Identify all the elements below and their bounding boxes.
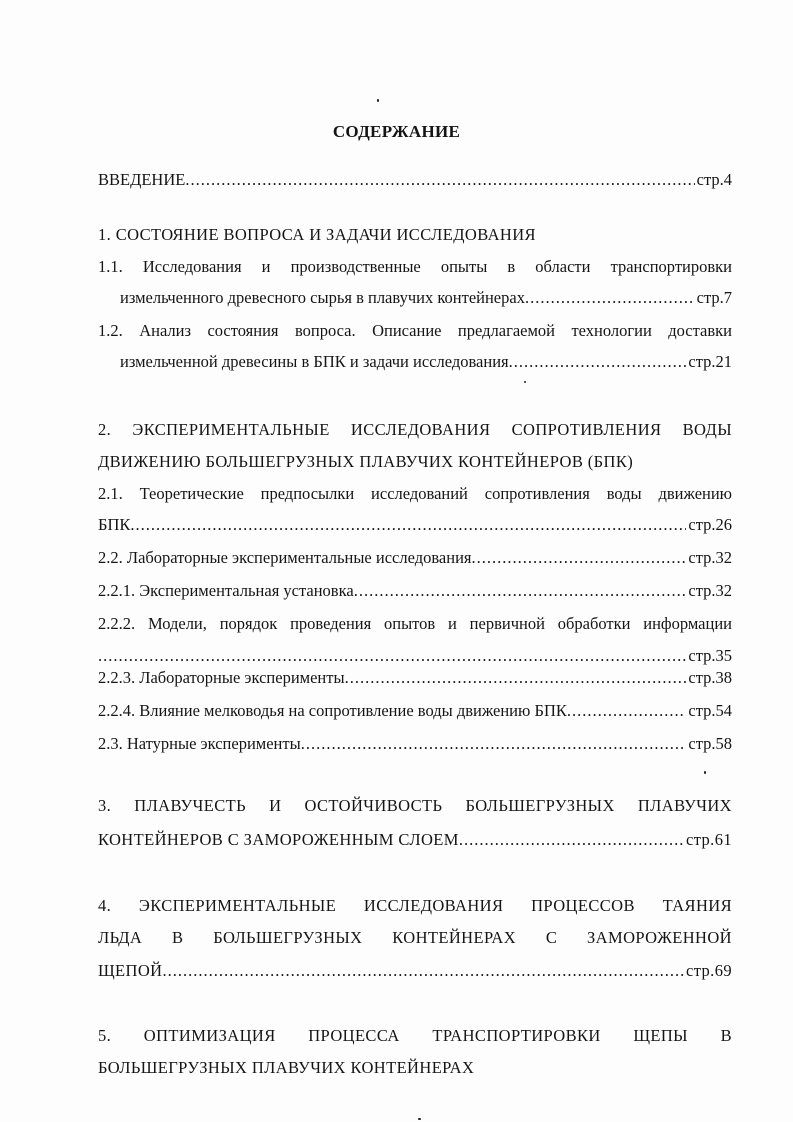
- dot-leader: [98, 645, 686, 667]
- dot-leader: [301, 733, 687, 755]
- toc-page-number: стр.32: [688, 581, 732, 600]
- toc-page-number: стр.21: [688, 352, 732, 371]
- toc-entry-2-1[interactable]: [98, 514, 732, 536]
- dot-leader: [567, 700, 687, 722]
- toc-entry-text: 2.2.3. Лабораторные эксперименты: [98, 668, 345, 687]
- scan-speck: [377, 99, 379, 102]
- chapter-3-heading-line1[interactable]: 3. ПЛАВУЧЕСТЬ И ОСТОЙЧИВОСТЬ БОЛЬШЕГРУЗНЫХ ПЛАВУЧИХ: [98, 796, 732, 815]
- dot-leader: [525, 287, 695, 309]
- toc-entry-1-2[interactable]: [120, 351, 732, 373]
- toc-entry-text: ЩЕПОЙ: [98, 961, 163, 980]
- scan-speck: [524, 381, 526, 383]
- toc-entry-1-1-line1[interactable]: 1.1. Исследования и производственные опыты в области транспортировки: [98, 257, 732, 276]
- toc-entry-text: 2.2.4. Влияние мелководья на сопротивление воды движению БПК: [98, 701, 567, 720]
- dot-leader: [472, 547, 687, 569]
- dot-leader: [459, 829, 684, 851]
- toc-entry-2-2-2[interactable]: [98, 645, 732, 667]
- chapter-4-heading-line2[interactable]: ЛЬДА В БОЛЬШЕГРУЗНЫХ КОНТЕЙНЕРАХ С ЗАМОРОЖЕННОЙ: [98, 928, 732, 947]
- toc-entry-2-2-3[interactable]: [98, 667, 732, 689]
- toc-entry-text: измельченной древесины в БПК и задачи исследования: [120, 352, 509, 371]
- toc-page-number: стр.69: [685, 961, 732, 980]
- toc-entry-text: 2.2. Лабораторные экспериментальные исследования: [98, 548, 472, 567]
- toc-entry-2-3[interactable]: [98, 733, 732, 755]
- toc-page-number: стр.54: [688, 701, 732, 720]
- toc-entry-1-2-line1[interactable]: 1.2. Анализ состояния вопроса. Описание предлагаемой технологии доставки: [98, 321, 732, 340]
- toc-entry-2-1-line1[interactable]: 2.1. Теоретические предпосылки исследований сопротивления воды движению: [98, 484, 732, 503]
- toc-entry-2-2-4[interactable]: [98, 700, 732, 722]
- scan-speck: [418, 1118, 421, 1120]
- toc-entry-text: 2.2.1. Экспериментальная установка: [98, 581, 354, 600]
- page-title: СОДЕРЖАНИЕ: [332, 122, 461, 141]
- chapter-1-heading[interactable]: 1. СОСТОЯНИЕ ВОПРОСА И ЗАДАЧИ ИССЛЕДОВАНИЯ: [98, 225, 536, 244]
- dot-leader: [509, 351, 687, 373]
- toc-entry-2-2[interactable]: [98, 547, 732, 569]
- chapter-2-heading-line2[interactable]: ДВИЖЕНИЮ БОЛЬШЕГРУЗНЫХ ПЛАВУЧИХ КОНТЕЙНЕРОВ (БПК): [98, 452, 634, 471]
- scan-speck: [704, 771, 706, 774]
- toc-entry-1-1[interactable]: [120, 287, 732, 309]
- toc-entry-text: БПК: [98, 515, 131, 534]
- toc-entry-text: 2.3. Натурные эксперименты: [98, 734, 301, 753]
- dot-leader: [185, 169, 694, 191]
- toc-page-number: стр.58: [688, 734, 732, 753]
- toc-entry-2-2-2-line1[interactable]: 2.2.2. Модели, порядок проведения опытов и первичной обработки информации: [98, 614, 732, 633]
- dot-leader: [130, 514, 686, 536]
- toc-entry-text: измельченного древесного сырья в плавучих контейнерах: [120, 288, 525, 307]
- toc-page-number: стр.26: [688, 515, 732, 534]
- chapter-3-entry[interactable]: [98, 829, 732, 851]
- toc-page-number: стр.35: [688, 646, 732, 665]
- chapter-4-heading-line1[interactable]: 4. ЭКСПЕРИМЕНТАЛЬНЫЕ ИССЛЕДОВАНИЯ ПРОЦЕССОВ ТАЯНИЯ: [98, 896, 732, 915]
- toc-page-number: стр.32: [688, 548, 732, 567]
- dot-leader: [354, 580, 687, 602]
- dot-leader: [162, 960, 684, 982]
- chapter-5-heading-line1[interactable]: 5. ОПТИМИЗАЦИЯ ПРОЦЕССА ТРАНСПОРТИРОВКИ ЩЕПЫ В: [98, 1026, 732, 1045]
- toc-page-number: стр.38: [688, 668, 732, 687]
- toc-entry-2-2-1[interactable]: [98, 580, 732, 602]
- dot-leader: [345, 667, 687, 689]
- chapter-2-heading-line1[interactable]: 2. ЭКСПЕРИМЕНТАЛЬНЫЕ ИССЛЕДОВАНИЯ СОПРОТИВЛЕНИЯ ВОДЫ: [98, 420, 732, 439]
- toc-entry-text: ВВЕДЕНИЕ: [98, 170, 186, 189]
- toc-page-number: стр.4: [696, 170, 732, 189]
- toc-page-number: стр.7: [696, 288, 732, 307]
- toc-page-number: стр.61: [685, 830, 732, 849]
- chapter-4-entry[interactable]: [98, 960, 732, 982]
- toc-entry-intro[interactable]: [98, 169, 732, 191]
- toc-entry-text: КОНТЕЙНЕРОВ С ЗАМОРОЖЕННЫМ СЛОЕМ: [98, 830, 459, 849]
- chapter-5-heading-line2[interactable]: БОЛЬШЕГРУЗНЫХ ПЛАВУЧИХ КОНТЕЙНЕРАХ: [98, 1058, 475, 1077]
